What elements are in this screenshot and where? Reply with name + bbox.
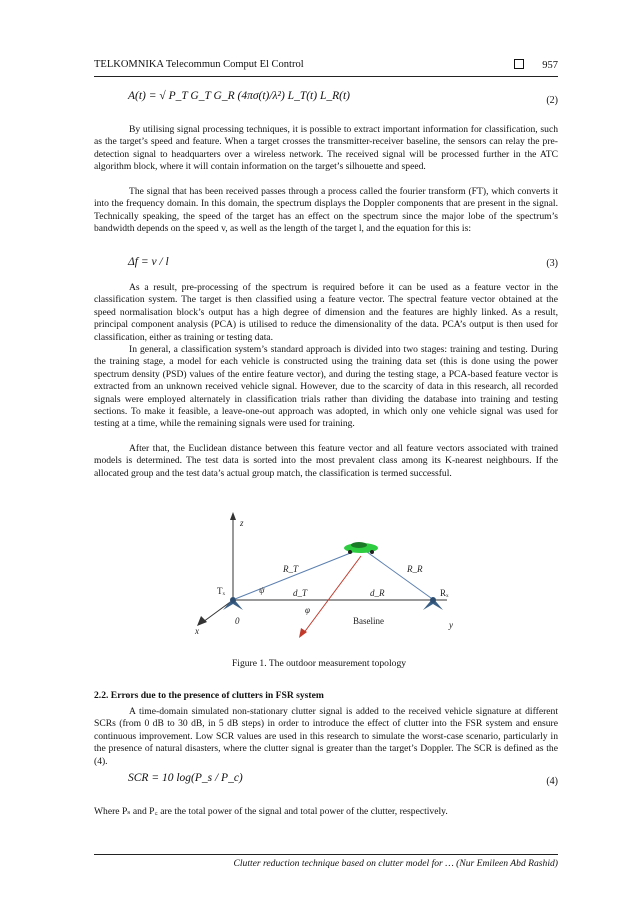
topology-figure bbox=[185, 510, 465, 650]
label-tx: Tₓ bbox=[217, 586, 226, 596]
label-x: x bbox=[195, 626, 199, 636]
receiver-antenna-icon bbox=[423, 597, 443, 610]
footer-rule bbox=[94, 854, 558, 855]
z-arrow-icon bbox=[230, 512, 236, 520]
equation-4-number: (4) bbox=[546, 776, 558, 787]
label-dt: d_T bbox=[293, 588, 308, 598]
equation-2-number: (2) bbox=[546, 95, 558, 106]
page-header bbox=[94, 59, 558, 75]
page-number-group bbox=[514, 59, 558, 71]
car-target-icon bbox=[344, 542, 378, 554]
running-footer: Clutter reduction technique based on clutter model for … (Nur Emileen Abd Rashid) bbox=[233, 858, 558, 869]
equation-4: SCR = 10 log(P_s / P_c) bbox=[128, 772, 243, 784]
eq2-lhs: A(t) = bbox=[128, 90, 157, 102]
header-rule bbox=[94, 76, 558, 77]
label-rx: Rₓ bbox=[440, 588, 449, 598]
paragraph-4: In general, a classification system’s standard approach is divided into two stages: training and testing. During the training stage, a model for each vehicle is constructed using the training data set (this is done using the power spectrum density (PSD) values of the entire feature vector), and during the testing stage, a PCA-based feature vector is extracted from an unknown received vehicle signal. However, due to the scarcity of data in this research, all recorded signals were employed alternately in classification trials rather than dividing the database into training and testing sections. To make it feasible, a leave-one-out approach was adopted, in which only one vehicle signal was used for testing at a time, while the remaining signals were used for training. bbox=[94, 344, 558, 430]
label-origin: 0 bbox=[235, 616, 240, 626]
label-z: z bbox=[240, 518, 244, 528]
checkbox-square-icon bbox=[514, 59, 524, 69]
transmitter-antenna-icon bbox=[223, 597, 243, 610]
label-dr: d_R bbox=[370, 588, 385, 598]
equation-3: Δf = v / l bbox=[128, 256, 169, 268]
label-rr: R_R bbox=[407, 564, 423, 574]
equation-3-number: (3) bbox=[546, 258, 558, 269]
paragraph-3: As a result, pre-processing of the spectrum is required before it can be used as a feature vector in the classification system. The target is then classified using a feature vector. The spectral feature vector obtained at the speed normalisation block’s output has a high degree of dimension and the features are highly linked. As a result, principal component analysis (PCA) is utilised to reduce the dimensionality of the data. PCA’s output is then used for classification, either as training or testing data. bbox=[94, 282, 558, 343]
paragraph-2: The signal that has been received passes through a process called the fourier transform (FT), which converts it into the frequency domain. In this domain, the spectrum displays the Doppler components that are present in the signal. Technically speaking, the speed of the target has an effect on the spectrum since the major lobe of the spectrum’s bandwidth depends on the speed v, as well as the length of the target l, and the equation for this is: bbox=[94, 186, 558, 235]
paragraph-5: After that, the Euclidean distance between this feature vector and all feature vectors associated with trained models is determined. The test data is sorted into the most prevalent class among its K-nearest neighbours. If the allocated group and the test data’s actual group match, the classification is termed successful. bbox=[94, 443, 558, 479]
label-phi: φ bbox=[305, 605, 310, 615]
label-rt: R_T bbox=[283, 564, 299, 574]
paragraph-1: By utilising signal processing techniques, it is possible to extract important information for classification, such as the target’s speed and feature. When a target crosses the transmitter-receiver baseline, the sensors can relay the pre-detection signal to headquarters over a wireless network. The received signal will be processed further in the ATC algorithm block, where it will contain information on the target’s silhouette and speed. bbox=[94, 124, 558, 173]
x-axis bbox=[203, 600, 233, 622]
equation-2 bbox=[128, 90, 350, 102]
label-baseline: Baseline bbox=[353, 616, 384, 626]
definition-paragraph: Where Pₛ and P꜀ are the total power of the signal and total power of the clutter, respectively. bbox=[94, 806, 448, 817]
eq2-rhs: √ P_T G_T G_R (4πσ(t)/λ²) L_T(t) L_R(t) bbox=[159, 90, 350, 102]
x-arrow-icon bbox=[197, 616, 207, 626]
section-paragraph: A time-domain simulated non-stationary clutter signal is added to the received vehicle signature at different SCRs (from 0 dB to 30 dB, in 5 dB steps) in order to introduce the effect of clutter into the FSR system and ensure continuous improvement. Low SCR values are used in this research to simulate the worst-case scenario, particularly in the presence of natural disasters, where the clutter signal is greater than the target’s Doppler. The SCR is defined as the (4). bbox=[94, 706, 558, 767]
label-y: y bbox=[449, 620, 453, 630]
journal-title: TELKOMNIKA Telecommun Comput El Control bbox=[94, 59, 304, 70]
page-number: 957 bbox=[542, 60, 558, 71]
section-heading: 2.2. Errors due to the presence of clutters in FSR system bbox=[94, 690, 324, 701]
label-psi: ψ bbox=[259, 585, 265, 595]
figure-caption: Figure 1. The outdoor measurement topology bbox=[231, 658, 407, 669]
